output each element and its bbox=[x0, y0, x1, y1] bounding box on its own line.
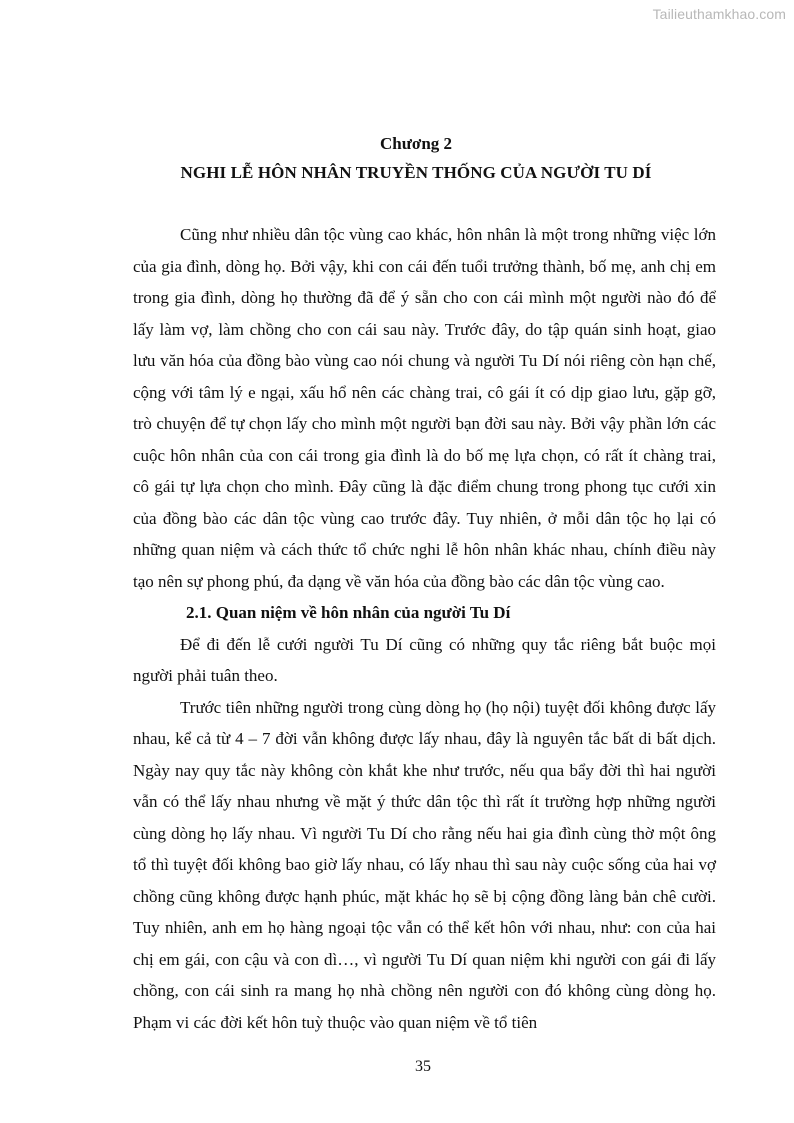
section-heading: 2.1. Quan niệm về hôn nhân của người Tu Dí bbox=[186, 603, 511, 622]
page-number: 35 bbox=[415, 1058, 431, 1075]
paragraph-intro: Cũng như nhiều dân tộc vùng cao khác, hôn nhân là một trong những việc lớn của gia đình, dòng họ. Bởi vậy, khi con cái đến tuổi trưởng thành, bố mẹ, anh chị em trong gia đình, dòng họ thường đã để ý sẵn cho con cái mình một người nào đó để lấy làm vợ, làm chồng cho con cái sau này. Trước đây, do tập quán sinh hoạt, giao lưu văn hóa của đồng bào vùng cao nói chung và người Tu Dí nói riêng còn hạn chế, cộng với tâm lý e ngại, xấu hổ nên các chàng trai, cô gái ít có dịp giao lưu, gặp gỡ, trò chuyện để tự chọn lấy cho mình một người bạn đời sau này. Bởi vậy phần lớn các cuộc hôn nhân của con cái trong gia đình là do bố mẹ lựa chọn, có rất ít chàng trai, cô gái tự lựa chọn cho mình. Đây cũng là đặc điểm chung trong phong tục cưới xin của đồng bào các dân tộc vùng cao trước đây. Tuy nhiên, ở mỗi dân tộc họ lại có những quan niệm và cách thức tổ chức nghi lễ hôn nhân khác nhau, chính điều này tạo nên sự phong phú, đa dạng về văn hóa của đồng bào các dân tộc vùng cao. bbox=[133, 225, 716, 591]
paragraph-rules: Để đi đến lễ cưới người Tu Dí cũng có những quy tắc riêng bắt buộc mọi người phải tuân theo. bbox=[133, 634, 716, 685]
body-text bbox=[133, 219, 716, 1038]
watermark: Tailieuthamkhao.com bbox=[652, 6, 786, 22]
chapter-title: NGHI LỄ HÔN NHÂN TRUYỀN THỐNG CỦA NGƯỜI TU DÍ bbox=[180, 163, 652, 182]
chapter-label: Chương 2 bbox=[379, 134, 453, 153]
paragraph-kinship: Trước tiên những người trong cùng dòng họ (họ nội) tuyệt đối không được lấy nhau, kể cả từ 4 – 7 đời vẫn không được lấy nhau, đây là nguyên tắc bất di bất dịch. Ngày nay quy tắc này không còn khắt khe như trước, nếu qua bẩy đời thì hai người vẫn có thể lấy nhau nhưng về mặt ý thức dân tộc thì rất ít trường hợp những người cùng dòng họ lấy nhau. Vì người Tu Dí cho rằng nếu hai gia đình cùng thờ một ông tổ thì tuyệt đối không bao giờ lấy nhau, có lấy nhau thì sau này cuộc sống của hai vợ chồng cũng không được hạnh phúc, mặt khác họ sẽ bị cộng đồng làng bản chê cười. Tuy nhiên, anh em họ hàng ngoại tộc vẫn có thể kết hôn với nhau, như: con của hai chị em gái, con cậu và con dì…, vì người Tu Dí quan niệm khi người con gái đi lấy chồng, con cái sinh ra mang họ nhà chồng nên người con đó không cùng dòng họ. Phạm vi các đời kết hôn tuỳ thuộc vào quan niệm về tổ tiên bbox=[133, 697, 716, 1032]
